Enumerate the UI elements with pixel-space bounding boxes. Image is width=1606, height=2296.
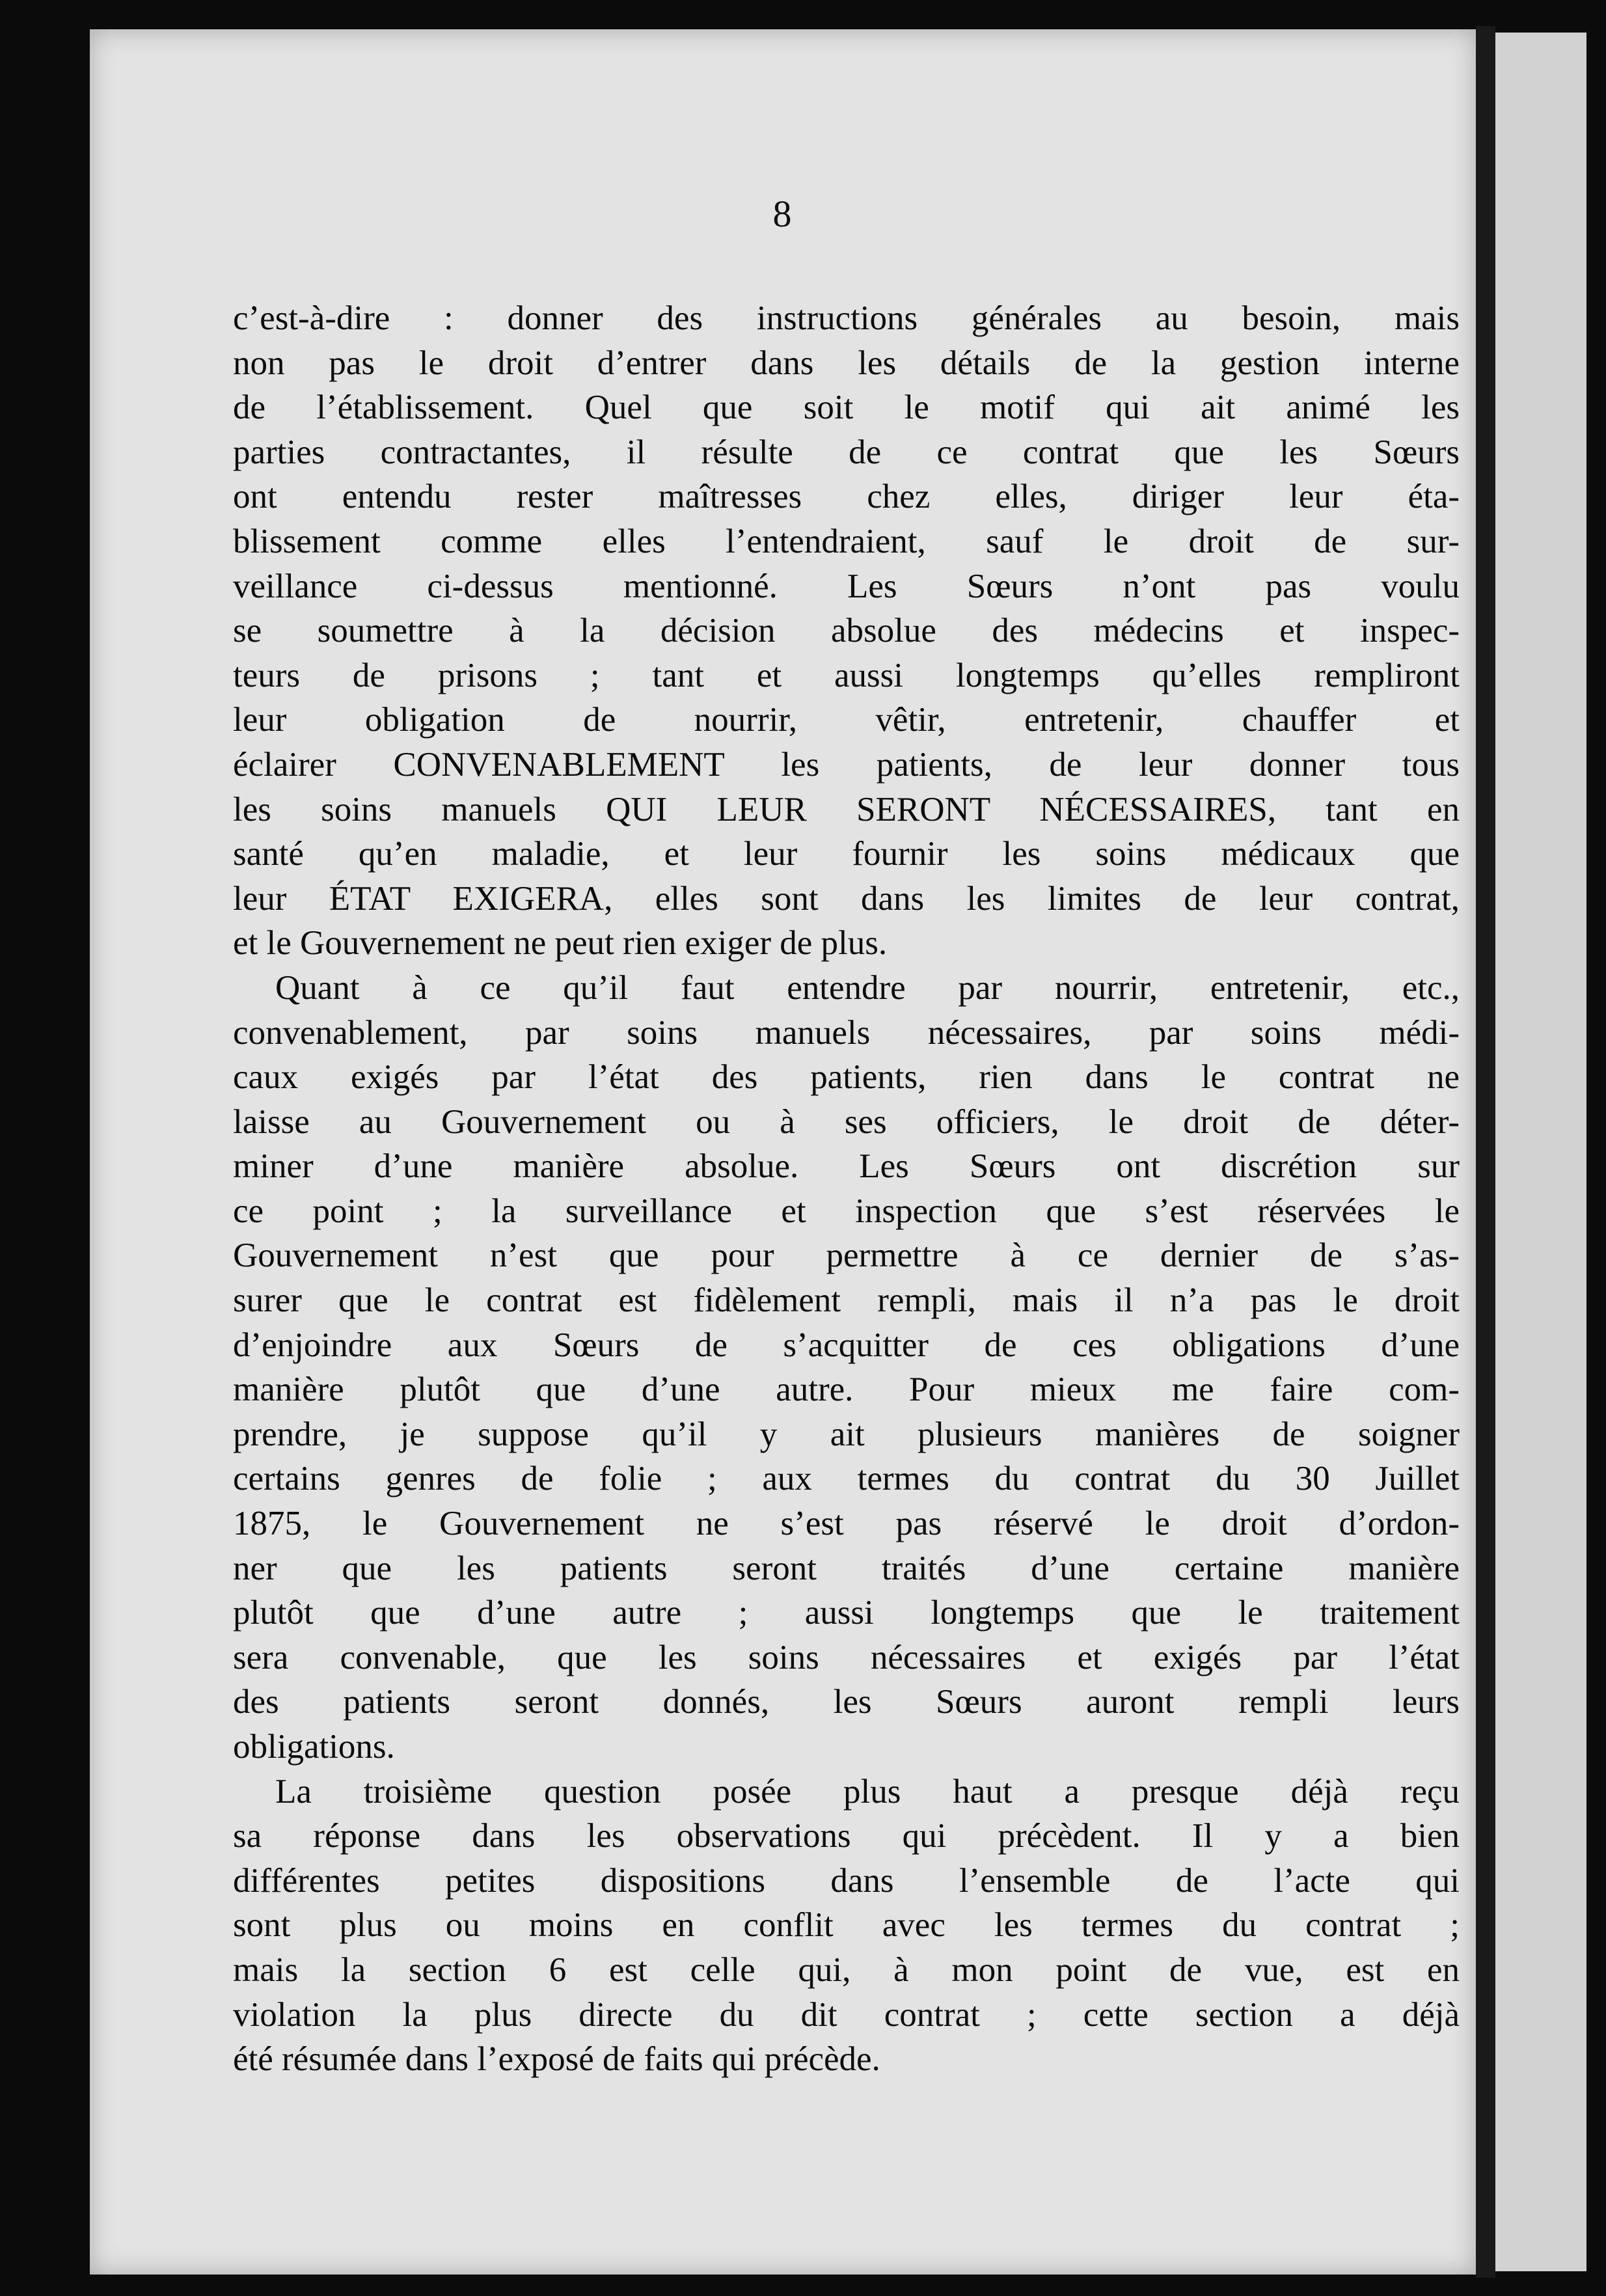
text-line: différentes petites dispositions dans l’ensemble de l’acte qui [233,1861,1460,1900]
text-line: parties contractantes, il résulte de ce contrat que les Sœurs [233,433,1460,471]
text-line: se soumettre à la décision absolue des médecins et inspec- [233,612,1460,650]
book-gutter [1476,26,1495,2278]
text-line: La troisième question posée plus haut a presque déjà reçu [275,1772,1460,1811]
text-line: leur ÉTAT EXIGERA, elles sont dans les limites de leur contrat, [233,879,1460,918]
text-line: blissement comme elles l’entendraient, sauf le droit de sur- [233,522,1460,560]
page-number: 8 [772,193,793,235]
text-line: violation la plus directe du dit contrat ; cette section a déjà [233,1995,1460,2034]
text-line: et le Gouvernement ne peut rien exiger de plus. [233,924,888,963]
text-line: 1875, le Gouvernement ne s’est pas réservé le droit d’ordon- [233,1505,1460,1543]
text-line: des patients seront donnés, les Sœurs auront rempli leurs [233,1683,1460,1721]
text-line: miner d’une manière absolue. Les Sœurs ont discrétion sur [233,1147,1460,1186]
text-line: teurs de prisons ; tant et aussi longtemps qu’elles rempliront [233,656,1460,694]
text-line: plutôt que d’une autre ; aussi longtemps que le traitement [233,1594,1460,1632]
text-line: non pas le droit d’entrer dans les détails de la gestion interne [233,344,1460,382]
text-line: ner que les patients seront traités d’une certaine manière [233,1549,1460,1587]
text-line: prendre, je suppose qu’il y ait plusieurs manières de soigner [233,1415,1460,1453]
text-line: ce point ; la surveillance et inspection que s’est réservées le [233,1192,1460,1230]
text-line: sont plus ou moins en conflit avec les termes du contrat ; [233,1906,1460,1945]
text-line: ont entendu rester maîtresses chez elles, diriger leur éta- [233,478,1460,516]
text-line: les soins manuels QUI LEUR SERONT NÉCESSAIRES, tant en [233,790,1460,828]
text-line: d’enjoindre aux Sœurs de s’acquitter de ces obligations d’une [233,1326,1460,1364]
text-line: c’est-à-dire : donner des instructions générales au besoin, mais [233,299,1460,337]
text-line: santé qu’en maladie, et leur fournir les soins médicaux que [233,835,1460,873]
paragraph-2 [233,966,1460,1770]
text-line: Gouvernement n’est que pour permettre à ce dernier de s’as- [233,1237,1460,1275]
text-line: caux exigés par l’état des patients, rien dans le contrat ne [233,1058,1460,1097]
text-line: certains genres de folie ; aux termes du contrat du 30 Juillet [233,1460,1460,1498]
adjacent-page-edge [1495,33,1586,2271]
text-line: convenablement, par soins manuels nécessaires, par soins médi- [233,1013,1460,1052]
text-line: surer que le contrat est fidèlement rempli, mais il n’a pas le droit [233,1281,1460,1320]
body-text [233,296,1460,2082]
text-line: sera convenable, que les soins nécessaires et exigés par l’état [233,1638,1460,1676]
text-line: sa réponse dans les observations qui précèdent. Il y a bien [233,1817,1460,1855]
document-page [90,29,1476,2275]
text-line: éclairer CONVENABLEMENT les patients, de leur donner tous [233,745,1460,784]
paragraph-3 [233,1770,1460,2082]
text-line: leur obligation de nourrir, vêtir, entretenir, chauffer et [233,701,1460,739]
text-line: veillance ci-dessus mentionné. Les Sœurs n’ont pas voulu [233,567,1460,605]
text-line: été résumée dans l’exposé de faits qui précède. [233,2040,880,2079]
text-line: Quant à ce qu’il faut entendre par nourrir, entretenir, etc., [275,968,1460,1007]
paragraph-1 [233,296,1460,966]
text-line: laisse au Gouvernement ou à ses officiers, le droit de déter- [233,1102,1460,1141]
text-line: de l’établissement. Quel que soit le motif qui ait animé les [233,389,1460,427]
text-line: obligations. [233,1728,395,1766]
text-line: mais la section 6 est celle qui, à mon point de vue, est en [233,1950,1460,1989]
text-line: manière plutôt que d’une autre. Pour mieux me faire com- [233,1371,1460,1409]
